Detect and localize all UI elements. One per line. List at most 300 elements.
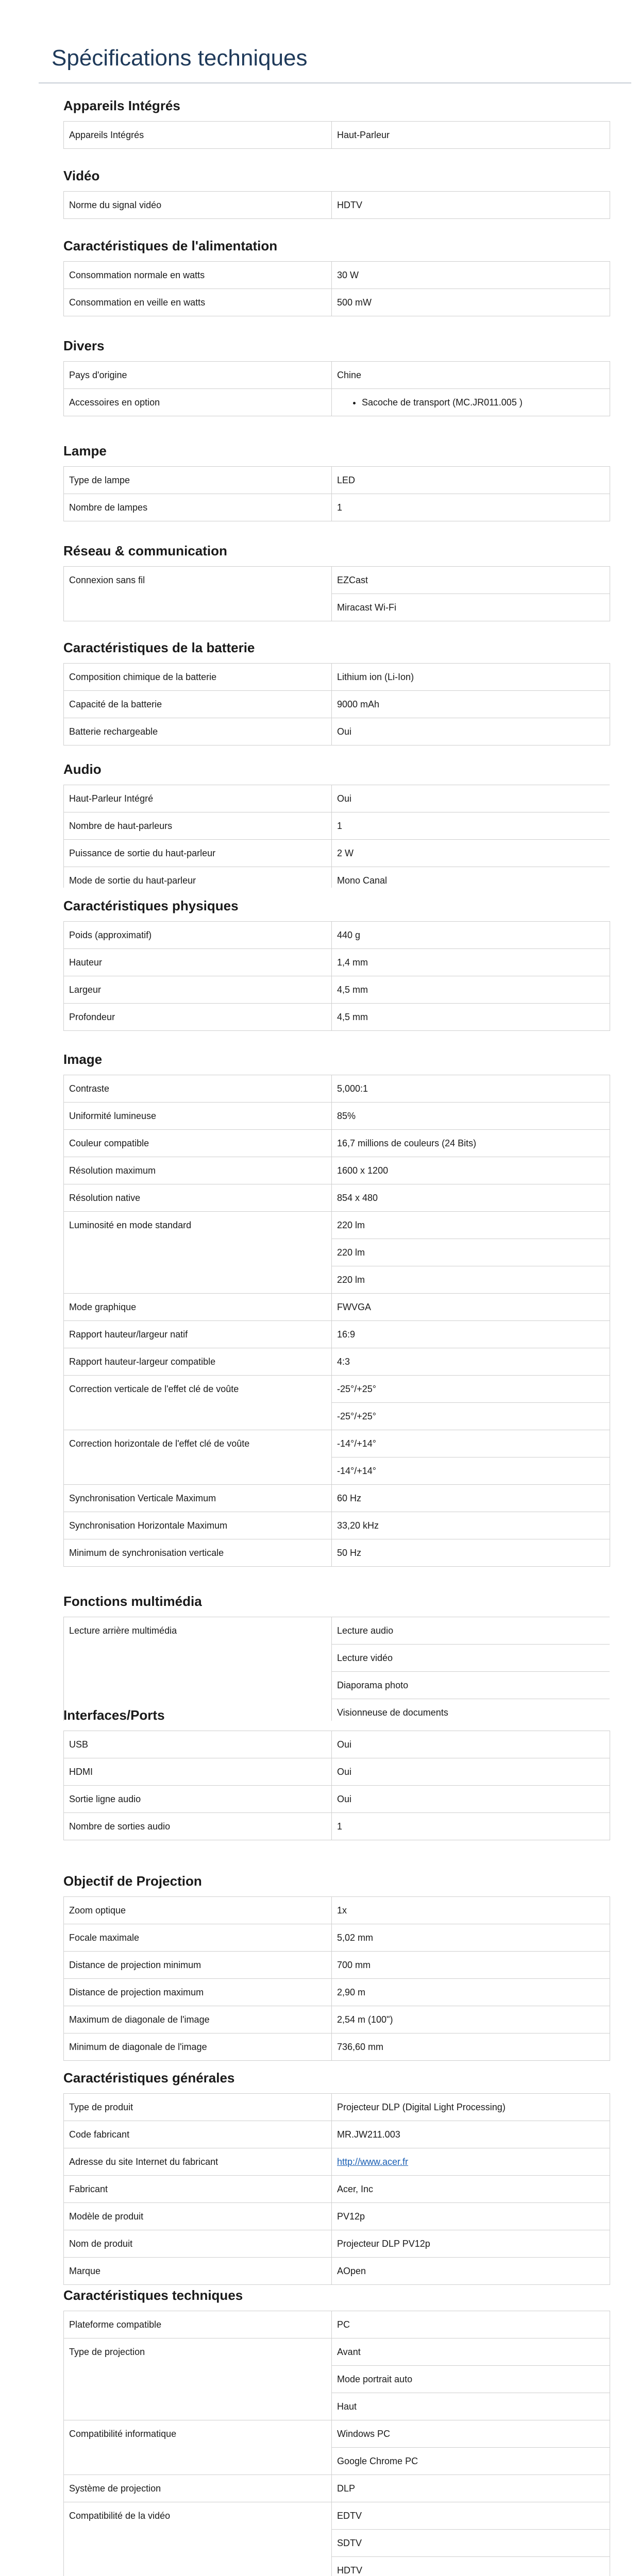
spec-section xyxy=(63,898,610,1022)
spec-value-cell xyxy=(332,785,610,812)
table-row xyxy=(64,1157,610,1184)
spec-value: 4,5 mm xyxy=(337,1011,368,1022)
spec-value-cell xyxy=(332,192,610,219)
table-row xyxy=(64,1979,610,2006)
table-row xyxy=(64,949,610,976)
spec-value: Mono Canal xyxy=(337,875,388,886)
spec-value: PC xyxy=(337,2319,350,2330)
section-heading: Caractéristiques générales xyxy=(63,2070,235,2086)
spec-value-cell xyxy=(332,2366,610,2393)
spec-value-cell xyxy=(332,262,610,289)
spec-label: Luminosité en mode standard xyxy=(64,1212,332,1294)
list-item: • Sacoche de transport (MC.JR011.005 ) xyxy=(362,397,604,408)
table-row xyxy=(64,192,610,219)
table-row xyxy=(64,1376,610,1403)
spec-value: 16,7 millions de couleurs (24 Bits) xyxy=(337,1138,477,1148)
spec-value: -25°/+25° xyxy=(337,1411,376,1421)
spec-value: Google Chrome PC xyxy=(337,2455,418,2466)
spec-table xyxy=(63,1731,610,1840)
table-row xyxy=(64,1212,610,1239)
table-row xyxy=(64,2258,610,2285)
spec-value: 33,20 kHz xyxy=(337,1520,379,1531)
spec-label: Pays d'origine xyxy=(64,362,332,389)
spec-label: Nombre de sorties audio xyxy=(64,1813,332,1840)
spec-section xyxy=(63,2070,610,2276)
spec-value: 4:3 xyxy=(337,1356,350,1367)
table-row xyxy=(64,1184,610,1212)
spec-value-cell xyxy=(332,1348,610,1376)
spec-value: Mode portrait auto xyxy=(337,2374,413,2384)
spec-value-cell xyxy=(332,2121,610,2148)
spec-value: 2,90 m xyxy=(337,1987,366,1997)
spec-section xyxy=(63,168,610,210)
table-row xyxy=(64,2420,610,2448)
spec-section xyxy=(63,1052,610,1558)
spec-value-cell xyxy=(332,949,610,976)
spec-value-cell xyxy=(332,1813,610,1840)
table-row xyxy=(64,2033,610,2061)
spec-label: Compatibilité de la vidéo xyxy=(64,2502,332,2576)
spec-value: Lithium ion (Li-Ion) xyxy=(337,671,414,682)
table-row xyxy=(64,2176,610,2203)
section-heading: Fonctions multimédia xyxy=(63,1594,202,1609)
spec-value-cell xyxy=(332,1266,610,1294)
spec-value: 1x xyxy=(337,1905,347,1916)
spec-label: Distance de projection minimum xyxy=(64,1952,332,1979)
spec-value: 1 xyxy=(337,502,343,513)
table-row xyxy=(64,1924,610,1952)
spec-label: Profondeur xyxy=(64,1004,332,1031)
spec-value-cell xyxy=(332,467,610,494)
spec-value-cell xyxy=(332,1672,610,1699)
spec-label: Adresse du site Internet du fabricant xyxy=(64,2148,332,2176)
table-row xyxy=(64,2502,610,2530)
spec-value-cell xyxy=(332,2094,610,2121)
spec-value: Oui xyxy=(337,793,352,804)
spec-label: Sortie ligne audio xyxy=(64,1786,332,1813)
spec-label: Haut-Parleur Intégré xyxy=(64,785,332,812)
spec-label: Connexion sans fil xyxy=(64,567,332,621)
spec-label: Focale maximale xyxy=(64,1924,332,1952)
spec-table xyxy=(63,261,610,316)
spec-label: Largeur xyxy=(64,976,332,1004)
table-row xyxy=(64,494,610,521)
table-row xyxy=(64,2475,610,2502)
spec-section xyxy=(63,640,610,737)
spec-value: LED xyxy=(337,474,356,485)
table-row xyxy=(64,1075,610,1103)
spec-label: USB xyxy=(64,1731,332,1758)
spec-value-cell xyxy=(332,567,610,594)
spec-table xyxy=(63,1617,610,1721)
table-row xyxy=(64,922,610,949)
spec-value-cell xyxy=(332,1485,610,1512)
spec-value-cell xyxy=(332,2338,610,2366)
spec-value: 220 lm xyxy=(337,1247,365,1258)
spec-value-cell xyxy=(332,2393,610,2420)
spec-value-cell xyxy=(332,2475,610,2502)
spec-label: Synchronisation Verticale Maximum xyxy=(64,1485,332,1512)
spec-value-cell xyxy=(332,1430,610,1458)
spec-label: Capacité de la batterie xyxy=(64,691,332,718)
table-row xyxy=(64,289,610,316)
section-heading: Caractéristiques de la batterie xyxy=(63,640,255,655)
table-row xyxy=(64,2311,610,2338)
spec-value-cell xyxy=(332,1786,610,1813)
spec-value-cell xyxy=(332,1952,610,1979)
table-row xyxy=(64,718,610,745)
spec-value: 85% xyxy=(337,1110,356,1121)
spec-label: Rapport hauteur-largeur compatible xyxy=(64,1348,332,1376)
spec-label: Type de lampe xyxy=(64,467,332,494)
table-row xyxy=(64,1731,610,1758)
table-row xyxy=(64,1813,610,1840)
table-row xyxy=(64,467,610,494)
spec-value: -25°/+25° xyxy=(337,1383,376,1394)
section-heading: Interfaces/Ports xyxy=(63,1707,165,1723)
spec-value-cell xyxy=(332,1321,610,1348)
table-row xyxy=(64,1539,610,1567)
spec-value: Acer, Inc xyxy=(337,2183,374,2194)
table-row xyxy=(64,262,610,289)
spec-label: Couleur compatible xyxy=(64,1130,332,1157)
table-row xyxy=(64,2338,610,2366)
spec-table xyxy=(63,921,610,1031)
spec-label: Type de produit xyxy=(64,2094,332,2121)
section-heading: Divers xyxy=(63,338,105,353)
spec-label: Accessoires en option xyxy=(64,389,332,416)
spec-value: Projecteur DLP (Digital Light Processing) xyxy=(337,2102,506,2112)
spec-value: Visionneuse de documents xyxy=(337,1707,448,1718)
spec-value: 220 lm xyxy=(337,1219,365,1230)
table-row xyxy=(64,2121,610,2148)
spec-value-cell xyxy=(332,2420,610,2448)
spec-value-cell xyxy=(332,840,610,867)
spec-value: DLP xyxy=(337,2483,356,2494)
spec-value-cell xyxy=(332,1512,610,1539)
spec-value-cell xyxy=(332,1539,610,1567)
spec-value: 1,4 mm xyxy=(337,957,368,968)
spec-table xyxy=(63,2093,610,2285)
spec-value-cell xyxy=(332,1157,610,1184)
spec-value: -14°/+14° xyxy=(337,1465,376,1476)
table-row xyxy=(64,2006,610,2033)
spec-table xyxy=(63,466,610,521)
spec-value: 4,5 mm xyxy=(337,984,368,995)
spec-value: HDTV xyxy=(337,199,362,210)
table-row xyxy=(64,1321,610,1348)
spec-value: 1 xyxy=(337,1821,343,1832)
spec-value: 50 Hz xyxy=(337,1547,362,1558)
spec-value: Oui xyxy=(337,726,352,737)
spec-table xyxy=(63,566,610,621)
spec-value-cell xyxy=(332,1239,610,1266)
table-row xyxy=(64,1617,610,1645)
spec-value: Chine xyxy=(337,369,362,380)
spec-value: Miracast Wi-Fi xyxy=(337,602,396,613)
spec-value: -14°/+14° xyxy=(337,1438,376,1449)
spec-table xyxy=(63,121,610,149)
spec-table-wrapper xyxy=(63,1617,610,1721)
spec-value: 2 W xyxy=(337,848,354,858)
spec-value: SDTV xyxy=(337,2537,362,2548)
spec-value-cell xyxy=(332,664,610,691)
spec-value-cell xyxy=(332,1458,610,1485)
spec-value-cell xyxy=(332,1979,610,2006)
spec-value: 5,000:1 xyxy=(337,1083,368,1094)
spec-label: Correction verticale de l'effet clé de voûte xyxy=(64,1376,332,1430)
spec-label: Norme du signal vidéo xyxy=(64,192,332,219)
spec-value-cell xyxy=(332,494,610,521)
spec-value-cell xyxy=(332,2557,610,2576)
spec-value: Diaporama photo xyxy=(337,1680,409,1690)
spec-value-cell xyxy=(332,691,610,718)
spec-value-cell xyxy=(332,594,610,621)
spec-label: Nombre de lampes xyxy=(64,494,332,521)
spec-value: Haut-Parleur xyxy=(337,129,390,140)
table-row xyxy=(64,1004,610,1031)
spec-section xyxy=(63,98,610,140)
spec-label: Correction horizontale de l'effet clé de voûte xyxy=(64,1430,332,1485)
table-row xyxy=(64,867,610,888)
spec-value-cell xyxy=(332,1758,610,1786)
spec-value: Avant xyxy=(337,2346,361,2357)
spec-value-cell xyxy=(332,2258,610,2285)
spec-value-cell xyxy=(332,2033,610,2061)
spec-label: Consommation normale en watts xyxy=(64,262,332,289)
spec-value-cell xyxy=(332,1897,610,1924)
spec-value: Lecture vidéo xyxy=(337,1652,393,1663)
spec-label: Nom de produit xyxy=(64,2230,332,2258)
spec-value-cell xyxy=(332,2530,610,2557)
spec-value: HDTV xyxy=(337,2565,362,2575)
spec-value-cell xyxy=(332,362,610,389)
spec-value-cell xyxy=(332,867,610,888)
spec-value-cell xyxy=(332,1130,610,1157)
spec-value-cell xyxy=(332,1403,610,1430)
spec-value: 440 g xyxy=(337,929,361,940)
spec-value-cell xyxy=(332,1212,610,1239)
table-row xyxy=(64,2230,610,2258)
spec-value-cell xyxy=(332,1645,610,1672)
page-title: Spécifications techniques xyxy=(52,45,308,71)
table-row xyxy=(64,1952,610,1979)
spec-value-cell xyxy=(332,2006,610,2033)
spec-value: Windows PC xyxy=(337,2428,391,2439)
spec-label: Poids (approximatif) xyxy=(64,922,332,949)
spec-value: 220 lm xyxy=(337,1274,365,1285)
spec-table xyxy=(63,2311,610,2576)
spec-value: 16:9 xyxy=(337,1329,356,1340)
spec-label: Appareils Intégrés xyxy=(64,122,332,149)
spec-label: Minimum de synchronisation verticale xyxy=(64,1539,332,1567)
spec-value: 30 W xyxy=(337,269,359,280)
spec-section xyxy=(63,338,610,408)
table-row xyxy=(64,840,610,867)
spec-label: Mode de sortie du haut-parleur xyxy=(64,867,332,888)
spec-value: 60 Hz xyxy=(337,1493,362,1503)
table-row xyxy=(64,2203,610,2230)
spec-value-cell xyxy=(332,289,610,316)
spec-label: Système de projection xyxy=(64,2475,332,2502)
spec-label: Plateforme compatible xyxy=(64,2311,332,2338)
spec-value-cell xyxy=(332,1184,610,1212)
manufacturer-website-link[interactable]: http://www.acer.fr xyxy=(337,2156,409,2167)
spec-value-cell xyxy=(332,1075,610,1103)
spec-label: Synchronisation Horizontale Maximum xyxy=(64,1512,332,1539)
section-heading: Réseau & communication xyxy=(63,543,227,558)
spec-value: MR.JW211.003 xyxy=(337,2129,400,2140)
spec-table xyxy=(63,361,610,416)
spec-value-cell xyxy=(332,122,610,149)
table-row xyxy=(64,1512,610,1539)
spec-value-cell xyxy=(332,976,610,1004)
spec-label: Consommation en veille en watts xyxy=(64,289,332,316)
spec-value-cell xyxy=(332,2448,610,2475)
spec-value: 854 x 480 xyxy=(337,1192,378,1203)
section-heading: Objectif de Projection xyxy=(63,1873,202,1889)
spec-label: Maximum de diagonale de l'image xyxy=(64,2006,332,2033)
spec-label: Composition chimique de la batterie xyxy=(64,664,332,691)
spec-value-cell xyxy=(332,1376,610,1403)
table-row xyxy=(64,812,610,840)
spec-label: Zoom optique xyxy=(64,1897,332,1924)
table-row xyxy=(64,1103,610,1130)
table-row xyxy=(64,567,610,594)
table-row xyxy=(64,1348,610,1376)
section-heading: Lampe xyxy=(63,443,107,459)
spec-table xyxy=(63,1896,610,2061)
spec-value: 2,54 m (100") xyxy=(337,2014,393,2025)
spec-label: Modèle de produit xyxy=(64,2203,332,2230)
spec-value-cell xyxy=(332,2502,610,2530)
title-divider xyxy=(39,82,631,83)
spec-value-cell xyxy=(332,2230,610,2258)
spec-value: EDTV xyxy=(337,2510,362,2521)
spec-label: Fabricant xyxy=(64,2176,332,2203)
table-row xyxy=(64,1485,610,1512)
spec-section xyxy=(63,1707,610,1832)
spec-value-cell xyxy=(332,1103,610,1130)
spec-value: Lecture audio xyxy=(337,1625,394,1636)
spec-label: Type de projection xyxy=(64,2338,332,2420)
spec-table xyxy=(63,191,610,219)
spec-value: 9000 mAh xyxy=(337,699,380,709)
spec-table xyxy=(63,1075,610,1567)
spec-section xyxy=(63,238,610,308)
spec-label: Mode graphique xyxy=(64,1294,332,1321)
spec-label: Batterie rechargeable xyxy=(64,718,332,745)
table-row xyxy=(64,2094,610,2121)
table-row xyxy=(64,691,610,718)
table-row xyxy=(64,122,610,149)
accessory-list xyxy=(337,397,604,408)
spec-value: 736,60 mm xyxy=(337,2041,384,2052)
table-row xyxy=(64,785,610,812)
spec-value: 5,02 mm xyxy=(337,1932,374,1943)
spec-value: Projecteur DLP PV12p xyxy=(337,2238,430,2249)
spec-value-cell xyxy=(332,1924,610,1952)
table-row xyxy=(64,976,610,1004)
spec-value-cell xyxy=(332,1731,610,1758)
spec-value-cell xyxy=(332,2203,610,2230)
spec-value-cell xyxy=(332,1294,610,1321)
spec-section xyxy=(63,443,610,513)
spec-label: Hauteur xyxy=(64,949,332,976)
spec-value: 500 mW xyxy=(337,297,372,308)
spec-label: HDMI xyxy=(64,1758,332,1786)
spec-label: Puissance de sortie du haut-parleur xyxy=(64,840,332,867)
section-heading: Caractéristiques techniques xyxy=(63,2287,243,2303)
spec-section xyxy=(63,2287,610,2575)
spec-value-cell xyxy=(332,812,610,840)
spec-table-wrapper xyxy=(63,785,610,888)
spec-label: Compatibilité informatique xyxy=(64,2420,332,2475)
table-row xyxy=(64,389,610,416)
table-row xyxy=(64,1758,610,1786)
spec-value-cell xyxy=(332,922,610,949)
spec-value: PV12p xyxy=(337,2211,365,2222)
table-row xyxy=(64,1430,610,1458)
spec-value: 700 mm xyxy=(337,1959,371,1970)
spec-label: Résolution maximum xyxy=(64,1157,332,1184)
spec-section xyxy=(63,543,610,613)
spec-value-cell xyxy=(332,1617,610,1645)
spec-value: Haut xyxy=(337,2401,357,2412)
spec-label: Minimum de diagonale de l'image xyxy=(64,2033,332,2061)
spec-value-cell xyxy=(332,718,610,745)
spec-label: Nombre de haut-parleurs xyxy=(64,812,332,840)
spec-value: EZCast xyxy=(337,574,368,585)
spec-table xyxy=(63,785,610,888)
spec-label: Contraste xyxy=(64,1075,332,1103)
spec-value-cell xyxy=(332,2176,610,2203)
spec-value-cell xyxy=(332,389,610,416)
spec-value: 1600 x 1200 xyxy=(337,1165,389,1176)
table-row xyxy=(64,1897,610,1924)
section-heading: Audio xyxy=(63,761,102,777)
table-row xyxy=(64,1294,610,1321)
table-row xyxy=(64,1130,610,1157)
spec-label: Uniformité lumineuse xyxy=(64,1103,332,1130)
spec-table xyxy=(63,663,610,745)
spec-label: Résolution native xyxy=(64,1184,332,1212)
spec-label: Rapport hauteur/largeur natif xyxy=(64,1321,332,1348)
table-row xyxy=(64,362,610,389)
table-row xyxy=(64,1786,610,1813)
spec-value: Oui xyxy=(337,1793,352,1804)
spec-value-cell xyxy=(332,1004,610,1031)
spec-value: FWVGA xyxy=(337,1301,371,1312)
spec-label: Lecture arrière multimédia xyxy=(64,1617,332,1721)
section-heading: Image xyxy=(63,1052,103,1067)
spec-label: Marque xyxy=(64,2258,332,2285)
spec-label: Code fabricant xyxy=(64,2121,332,2148)
spec-value: Oui xyxy=(337,1766,352,1777)
spec-value: 1 xyxy=(337,820,343,831)
spec-value-cell xyxy=(332,2311,610,2338)
spec-section xyxy=(63,761,610,886)
table-row xyxy=(64,2148,610,2176)
section-heading: Appareils Intégrés xyxy=(63,98,180,113)
section-heading: Caractéristiques physiques xyxy=(63,898,239,913)
table-row xyxy=(64,664,610,691)
spec-section xyxy=(63,1873,610,2052)
spec-value: AOpen xyxy=(337,2265,366,2276)
spec-value-cell xyxy=(332,2148,610,2176)
spec-value: Oui xyxy=(337,1739,352,1750)
section-heading: Vidéo xyxy=(63,168,100,183)
